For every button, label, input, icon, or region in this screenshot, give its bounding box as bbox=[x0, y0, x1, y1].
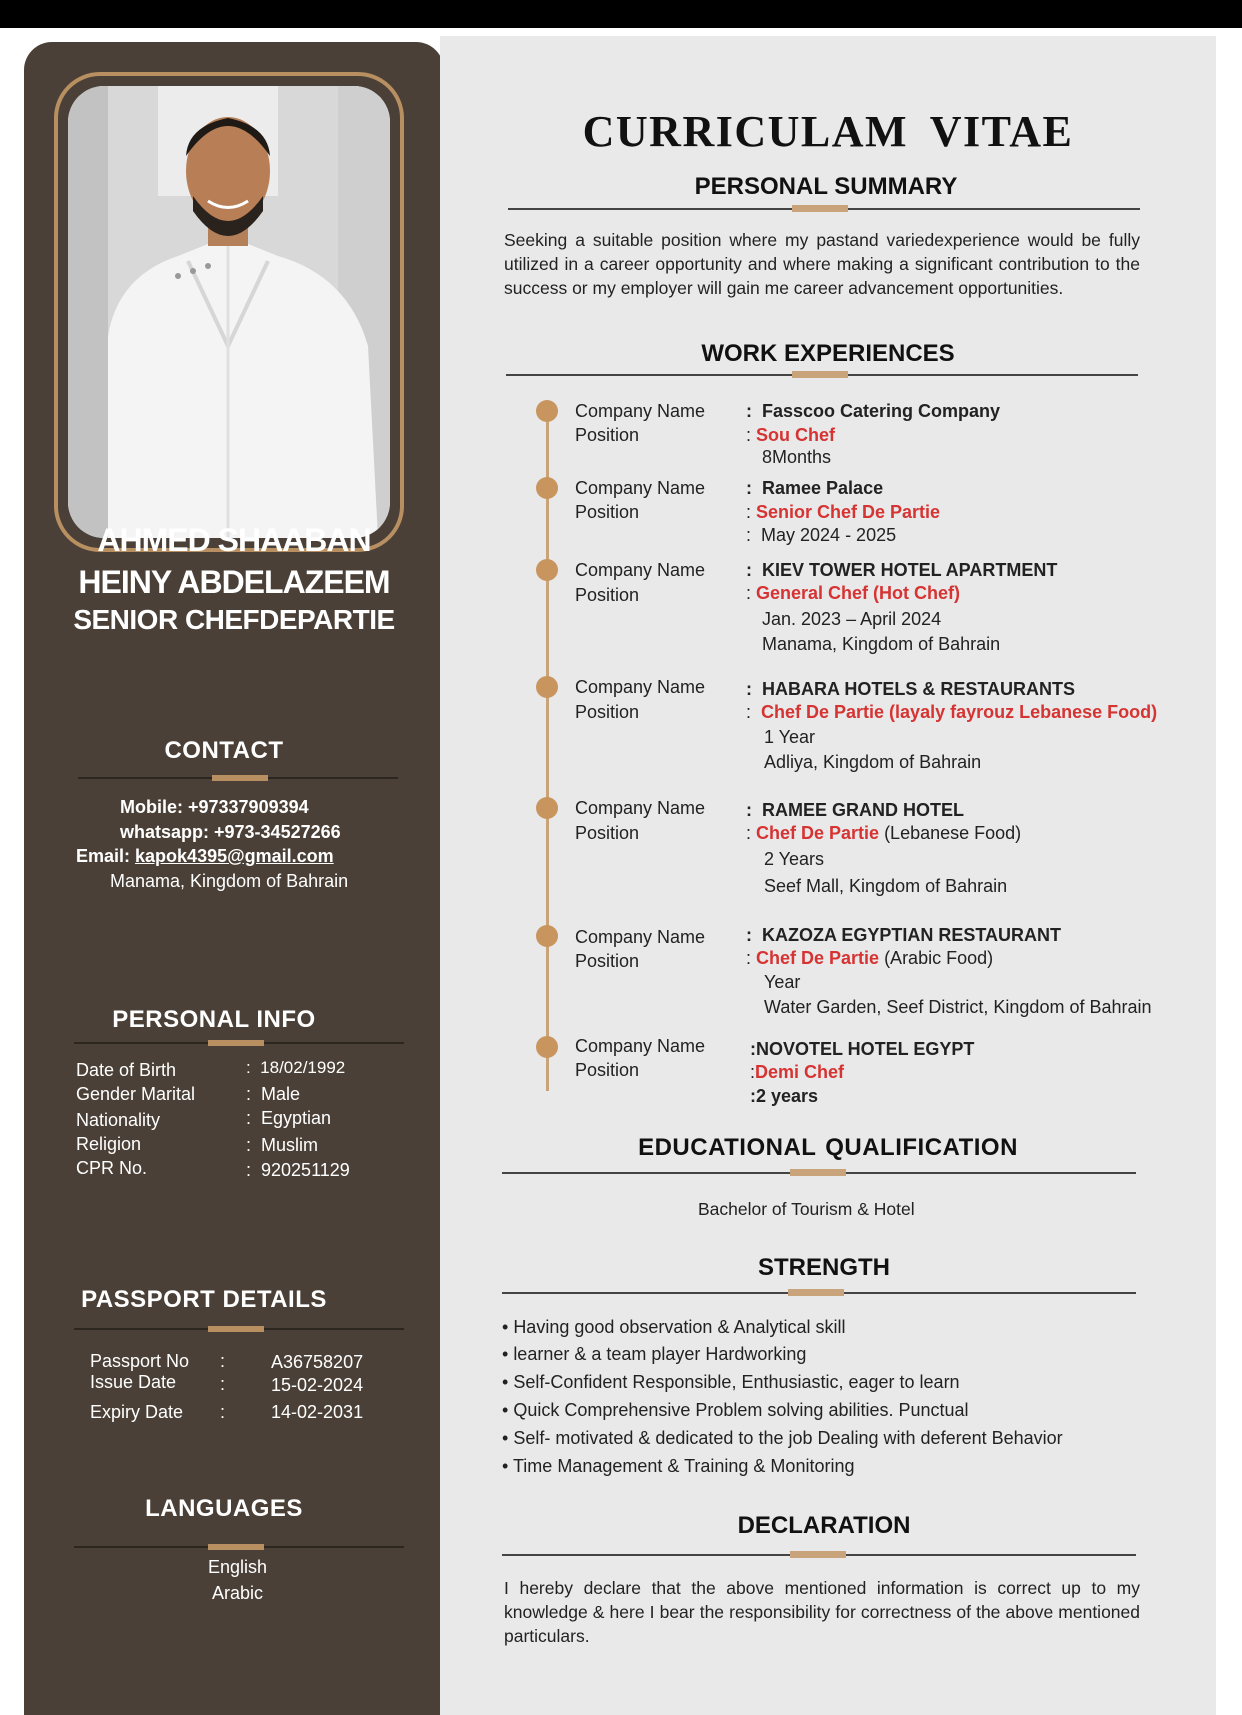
company-value: : RAMEE GRAND HOTEL bbox=[746, 800, 964, 820]
strength-item: • Self- motivated & dedicated to the job Dealing with deferent Behavior bbox=[502, 1428, 1063, 1448]
job-title: SENIOR CHEFDEPARTIE bbox=[73, 604, 395, 635]
strength-divider bbox=[502, 1292, 1136, 1294]
main-content bbox=[440, 36, 1216, 1715]
company-value: : Fasscoo Catering Company bbox=[746, 401, 1001, 421]
pi-label: Religion bbox=[76, 1134, 142, 1154]
position-label: Position bbox=[575, 502, 640, 522]
company-value: : KAZOZA EGYPTIAN RESTAURANT bbox=[746, 925, 1061, 945]
languages-divider bbox=[74, 1546, 404, 1548]
contact-whatsapp: whatsapp: +973-34527266 bbox=[120, 822, 341, 842]
pi-value: : Muslim bbox=[246, 1135, 319, 1155]
job-detail: Adliya, Kingdom of Bahrain bbox=[764, 752, 982, 772]
contact-mobile: Mobile: +97337909394 bbox=[120, 797, 309, 817]
profile-photo bbox=[68, 86, 390, 538]
declaration-divider bbox=[502, 1554, 1136, 1556]
position-value: : Sou Chef bbox=[746, 425, 836, 445]
summary-text: Seeking a suitable position where my pastand variedexperience would be fully utilized in a career opportunity and where making a significant contribution to the success or my employer will gain me career advancement opportunities. bbox=[504, 230, 1140, 298]
job-detail: Jan. 2023 – April 2024 bbox=[762, 609, 942, 629]
passport-label: Issue Date bbox=[90, 1372, 177, 1392]
company-label: Company Name bbox=[575, 401, 706, 421]
position-value: : Chef De Partie (Arabic Food) bbox=[746, 948, 994, 968]
position-value: : Chef De Partie (Lebanese Food) bbox=[746, 823, 1022, 843]
company-label: Company Name bbox=[575, 1036, 706, 1056]
position-label: Position bbox=[575, 585, 640, 605]
pi-value: : Egyptian bbox=[246, 1108, 332, 1128]
job-detail: Year bbox=[764, 972, 801, 992]
passport-colon: : bbox=[220, 1402, 226, 1422]
passport-colon: : bbox=[220, 1351, 226, 1371]
job-detail: : May 2024 - 2025 bbox=[746, 525, 897, 545]
position-value: : Senior Chef De Partie bbox=[746, 502, 941, 522]
job-detail: 8Months bbox=[762, 447, 832, 467]
pi-value: : 920251129 bbox=[246, 1160, 350, 1180]
pi-label: Nationality bbox=[76, 1110, 161, 1130]
language-item: Arabic bbox=[212, 1583, 264, 1603]
passport-value: 15-02-2024 bbox=[271, 1375, 364, 1395]
timeline-dot-icon bbox=[536, 676, 558, 698]
strength-heading: STRENGTH bbox=[758, 1254, 890, 1281]
personal-info-heading: PERSONAL INFO bbox=[112, 1006, 316, 1033]
position-label: Position bbox=[575, 702, 640, 722]
job-detail: :2 years bbox=[750, 1086, 819, 1106]
passport-value: A36758207 bbox=[271, 1352, 364, 1372]
position-label: Position bbox=[575, 425, 640, 445]
position-label: Position bbox=[575, 951, 640, 971]
languages-heading: LANGUAGES bbox=[145, 1495, 303, 1522]
pi-label: Date of Birth bbox=[76, 1060, 177, 1080]
pi-label: CPR No. bbox=[76, 1158, 148, 1178]
timeline-dot-icon bbox=[536, 477, 558, 499]
contact-divider bbox=[78, 777, 398, 779]
passport-heading: PASSPORT DETAILS bbox=[81, 1286, 327, 1313]
timeline-dot-icon bbox=[536, 400, 558, 422]
company-value: :NOVOTEL HOTEL EGYPT bbox=[750, 1039, 975, 1059]
strength-item: • Self-Confident Responsible, Enthusiastic, eager to learn bbox=[502, 1372, 960, 1392]
position-value: : Chef De Partie (layaly fayrouz Lebanese Food) bbox=[746, 702, 1158, 722]
email-label: Email: bbox=[76, 846, 136, 866]
declaration-heading: DECLARATION bbox=[737, 1512, 911, 1539]
strength-item: • learner & a team player Hardworking bbox=[502, 1344, 807, 1364]
work-divider bbox=[506, 374, 1138, 376]
sidebar bbox=[24, 42, 444, 1715]
language-item: English bbox=[208, 1557, 268, 1577]
passport-label: Passport No bbox=[90, 1351, 190, 1371]
strength-item: • Having good observation & Analytical skill bbox=[502, 1317, 846, 1337]
education-text: Bachelor of Tourism & Hotel bbox=[698, 1199, 915, 1219]
company-value: : HABARA HOTELS & RESTAURANTS bbox=[746, 679, 1075, 699]
job-detail: 2 Years bbox=[764, 849, 825, 869]
company-value: : KIEV TOWER HOTEL APARTMENT bbox=[746, 560, 1058, 580]
strength-item: • Time Management & Training & Monitoring bbox=[502, 1456, 855, 1476]
profile-photo-frame bbox=[54, 72, 404, 552]
chef-portrait-icon bbox=[68, 86, 390, 538]
education-heading: EDUCATIONAL QUALIFICATION bbox=[638, 1134, 1018, 1161]
declaration-text: I hereby declare that the above mentioned information is correct up to my knowledge & here I bear the responsibility for correctness of the above mentioned particulars. bbox=[504, 1578, 1140, 1646]
top-bar bbox=[0, 0, 1242, 28]
passport-divider bbox=[74, 1328, 404, 1330]
full-name-line-2: HEINY ABDELAZEEM bbox=[78, 564, 390, 600]
work-timeline bbox=[546, 401, 549, 1091]
personal-info-divider bbox=[74, 1042, 404, 1044]
timeline-dot-icon bbox=[536, 559, 558, 581]
job-detail: Seef Mall, Kingdom of Bahrain bbox=[764, 876, 1008, 896]
position-value: : General Chef (Hot Chef) bbox=[746, 583, 961, 603]
summary-divider bbox=[508, 208, 1140, 210]
timeline-dot-icon bbox=[536, 797, 558, 819]
summary-heading: PERSONAL SUMMARY bbox=[694, 173, 958, 200]
pi-value: : Male bbox=[246, 1084, 301, 1104]
job-detail: Water Garden, Seef District, Kingdom of Bahrain bbox=[764, 997, 1152, 1017]
position-label: Position bbox=[575, 1060, 640, 1080]
passport-colon: : bbox=[220, 1374, 226, 1394]
company-label: Company Name bbox=[575, 677, 706, 697]
contact-address: Manama, Kingdom of Bahrain bbox=[110, 871, 349, 891]
company-value: : Ramee Palace bbox=[746, 478, 884, 498]
job-detail: Manama, Kingdom of Bahrain bbox=[762, 634, 1001, 654]
pi-label: Gender Marital bbox=[76, 1084, 196, 1104]
page-title: CURRICULAM VITAE bbox=[582, 107, 1074, 156]
company-label: Company Name bbox=[575, 478, 706, 498]
company-label: Company Name bbox=[575, 798, 706, 818]
email-link[interactable]: kapok4395@gmail.com bbox=[135, 846, 334, 866]
pi-value: : 18/02/1992 bbox=[246, 1058, 346, 1077]
work-heading: WORK EXPERIENCES bbox=[701, 340, 955, 367]
company-label: Company Name bbox=[575, 560, 706, 580]
education-divider bbox=[502, 1172, 1136, 1174]
passport-value: 14-02-2031 bbox=[271, 1402, 364, 1422]
timeline-dot-icon bbox=[536, 925, 558, 947]
full-name-line-1: AHMED SHAABAN bbox=[97, 522, 371, 558]
passport-label: Expiry Date bbox=[90, 1402, 184, 1422]
position-label: Position bbox=[575, 823, 640, 843]
position-value: :Demi Chef bbox=[750, 1062, 845, 1082]
company-label: Company Name bbox=[575, 927, 706, 947]
contact-heading: CONTACT bbox=[164, 737, 284, 764]
job-detail: 1 Year bbox=[764, 727, 816, 747]
strength-item: • Quick Comprehensive Problem solving abilities. Punctual bbox=[502, 1400, 969, 1420]
timeline-dot-icon bbox=[536, 1036, 558, 1058]
contact-email bbox=[76, 846, 334, 867]
